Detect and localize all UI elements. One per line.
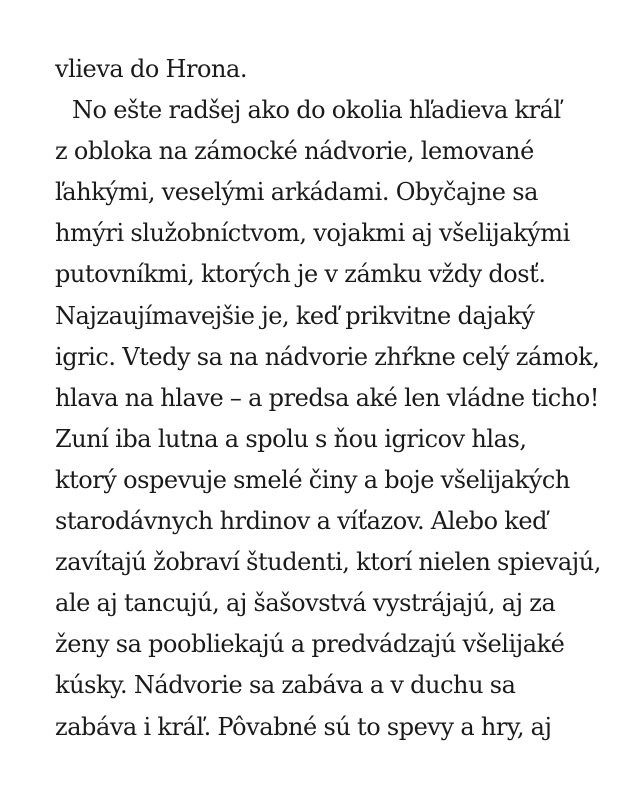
text-line: zavítajú žobraví študenti, ktorí nielen spievajú, — [55, 548, 601, 577]
text-line: vlieva do Hrona. — [55, 55, 248, 83]
text-line: ktorý ospevuje smelé činy a boje všelijakých — [55, 465, 570, 494]
text-line: Zuní iba lutna a spolu s ňou igricov hlas, — [55, 424, 527, 453]
text-line: ľahkými, veselými arkádami. Obyčajne sa — [55, 178, 538, 207]
text-line: hmýri služobníctvom, vojakmi aj všelijakými — [55, 219, 570, 248]
text-line: z obloka na zámocké nádvorie, lemované — [55, 137, 534, 166]
text-line: zabáva i kráľ. Pôvabné sú to spevy a hry, aj — [55, 712, 552, 741]
text-line: igric. Vtedy sa na nádvorie zhŕkne celý zámok, — [55, 342, 600, 371]
text-line: ženy sa poobliekajú a predvádzajú všelijaké — [55, 630, 565, 659]
text-line: kúsky. Nádvorie sa zabáva a v duchu sa — [55, 671, 516, 700]
text-line: starodávnych hrdinov a víťazov. Alebo keď — [55, 507, 548, 536]
text-line: Najzaujímavejšie je, keď prikvitne dajaký — [55, 301, 535, 330]
text-line: hlava na hlave – a predsa aké len vládne ticho! — [55, 383, 599, 412]
text-page — [55, 49, 615, 748]
text-line: ale aj tancujú, aj šašovstvá vystrájajú, aj za — [55, 589, 556, 618]
text-line: putovníkmi, ktorých je v zámku vždy dosť. — [55, 260, 546, 289]
text-line: No ešte radšej ako do okolia hľadieva kráľ — [72, 96, 561, 125]
